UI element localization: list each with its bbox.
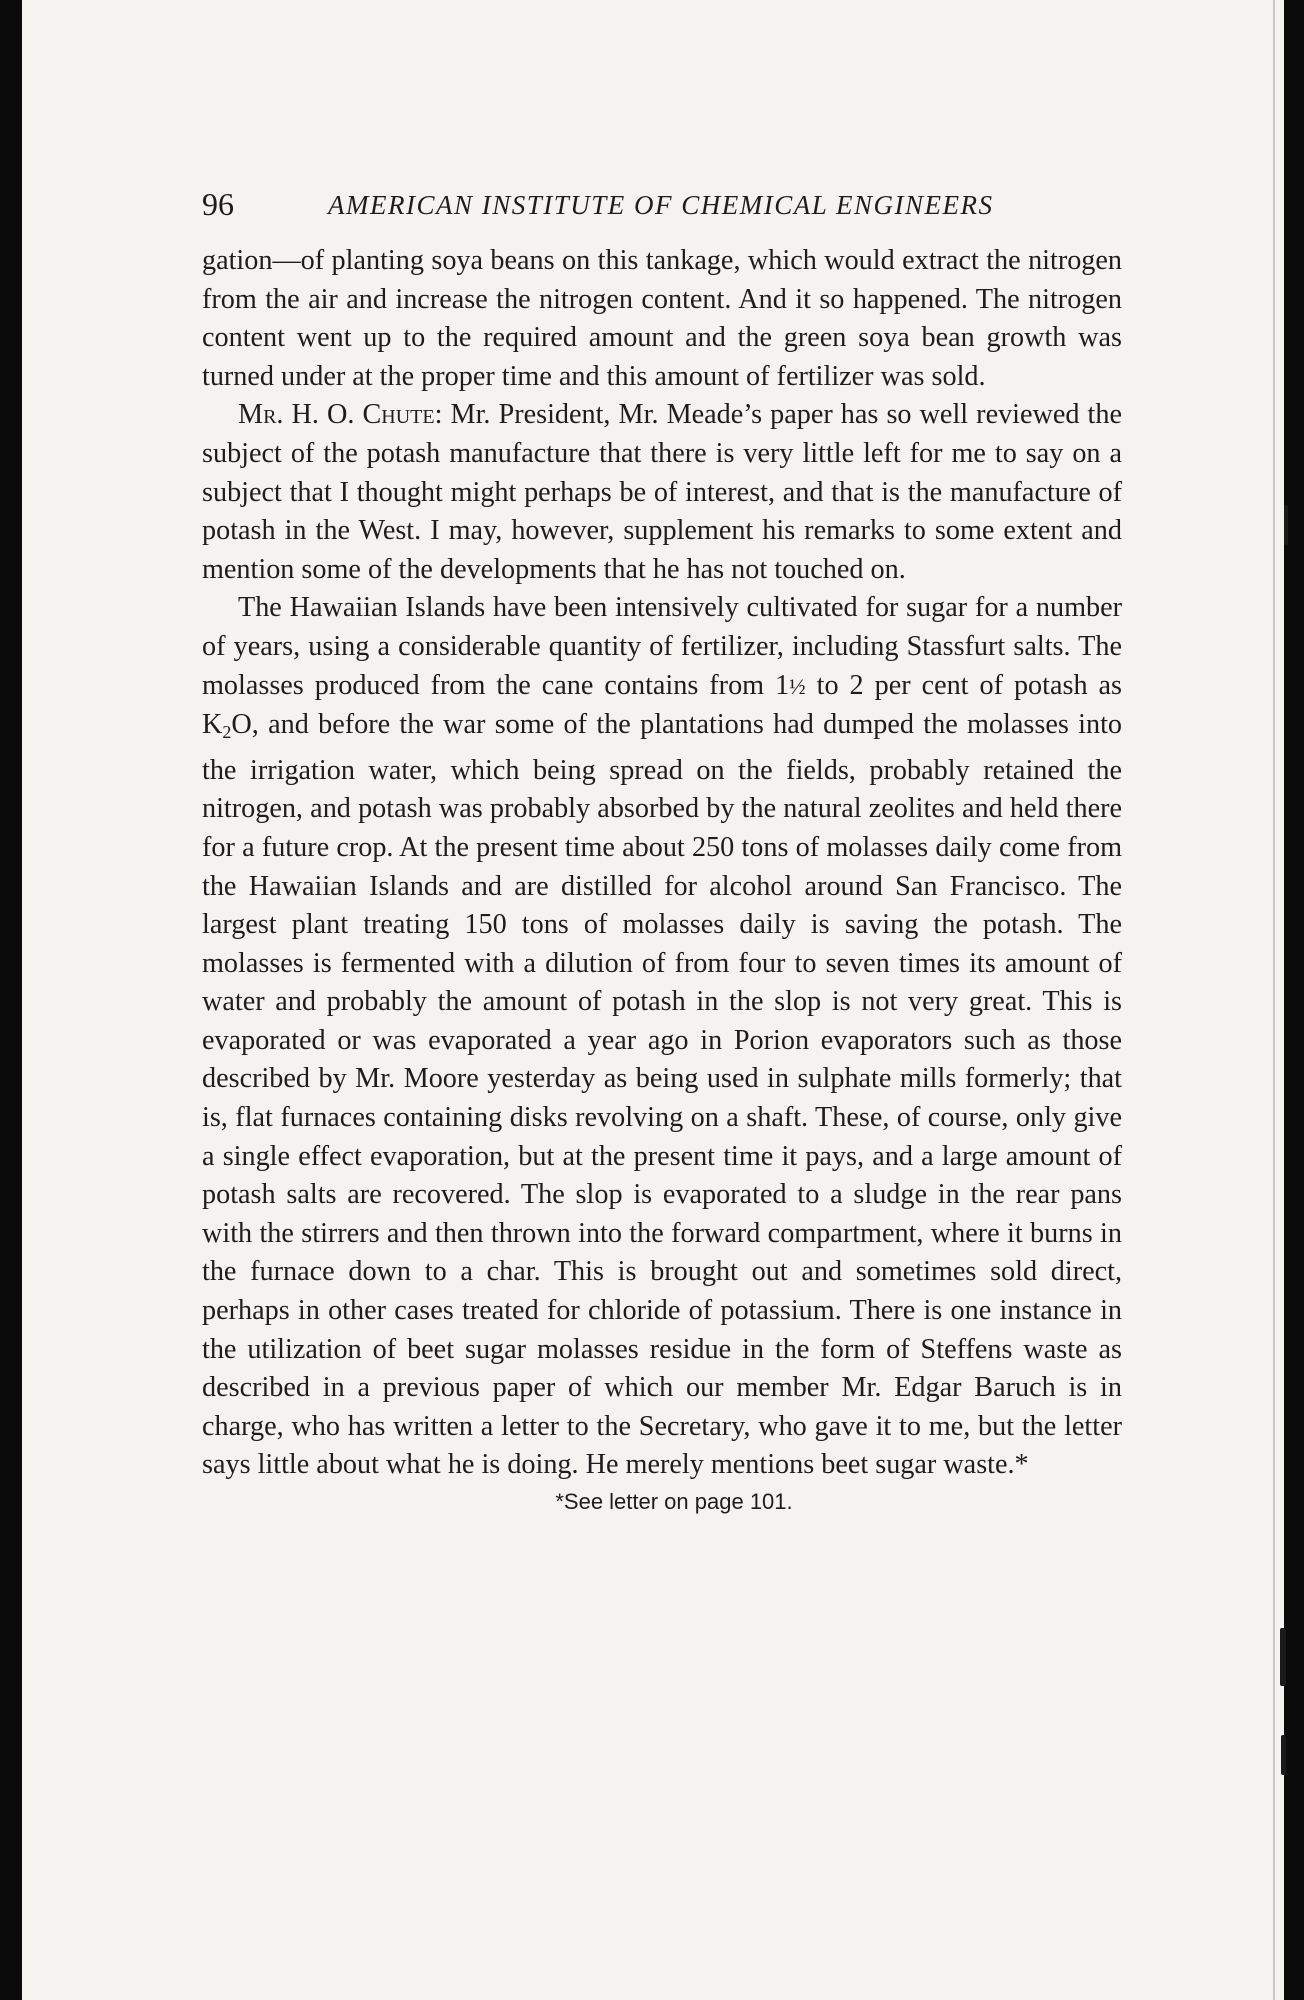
binding-mark-upper bbox=[1284, 505, 1288, 545]
book-page bbox=[202, 186, 1122, 1515]
paragraph-text-part2: to 2 per cent of potash as K bbox=[202, 669, 1122, 741]
chemical-subscript: 2 bbox=[222, 722, 232, 743]
scan-right-border bbox=[1284, 0, 1304, 2000]
binding-mark-middle bbox=[1280, 1628, 1286, 1686]
binding-mark-lower bbox=[1281, 1735, 1286, 1775]
scan-left-border bbox=[0, 0, 22, 2000]
running-head bbox=[202, 186, 1122, 242]
paragraph-text-part1: The Hawaiian Islands have been intensively cultivated for sugar for a number of years, using a considerable quantity of fertilizer, including Stassfurt salts. The molasses produced from the cane contains from bbox=[202, 592, 1122, 701]
paragraph-chute-remarks bbox=[202, 396, 1122, 589]
page-edge-shadow bbox=[1273, 0, 1275, 2000]
page-number: 96 bbox=[202, 186, 234, 222]
paragraph-hawaiian-islands bbox=[202, 589, 1122, 1485]
mixed-number-integer: 1 bbox=[775, 669, 790, 701]
journal-title: AMERICAN INSTITUTE OF CHEMICAL ENGINEERS bbox=[328, 190, 994, 220]
paragraph-text-part3: O, and before the war some of the plantations had dumped the molasses into the irrigation water, which being spread on the fields, probably retained the nitrogen, and potash was probably absorbed by the natural zeolites and held there for a future crop. At the present time about 250 tons of molasses daily come from the Hawaiian Islands and are distilled for alcohol around San Francisco. The largest plant treating 150 tons of molasses daily is saving the potash. The molasses is fermented with a dilution of from four to seven times its amount of water and probably the amount of potash in the slop is not very great. This is evaporated or was evaporated a year ago in Porion evaporators such as those described by Mr. Moore yesterday as being used in sulphate mills formerly; that is, flat furnaces containing disks revolving on a shaft. These, of course, only give a single effect evaporation, but at the present time it pays, and a large amount of potash salts are recovered. The slop is evaporated to a sludge in the rear pans with the stirrers and then thrown into the forward compartment, where it burns in the furnace down to a char. This is brought out and sometimes sold direct, perhaps in other cases treated for chloride of potassium. There is one instance in the utilization of beet sugar molasses residue in the form of Steffens waste as described in a previous paper of which our member Mr. Edgar Baruch is in charge, who has written a letter to the Secretary, who gave it to me, but the letter says little about what he is doing. He merely mentions beet sugar waste.* bbox=[202, 709, 1122, 1481]
speaker-name: Mr. H. O. Chute: bbox=[238, 399, 443, 431]
mixed-number-fraction: ½ bbox=[789, 673, 806, 699]
paragraph-continuation: gation—of planting soya beans on this tankage, which would extract the nitrogen from the air and increase the nitrogen content. And it so happened. The nitrogen content went up to the required amount and the green soya bean growth was turned under at the proper time and this amount of fertilizer was sold. bbox=[202, 245, 1122, 392]
paragraph-text: Mr. President, Mr. Meade’s paper has so well reviewed the subject of the potash manufacture that there is very little left for me to say on a subject that I thought might perhaps be of interest, and that is the manufacture of potash in the West. I may, however, supplement his remarks to some extent and mention some of the developments that he has not touched on. bbox=[202, 399, 1122, 585]
footnote: *See letter on page 101. bbox=[555, 1489, 793, 1514]
